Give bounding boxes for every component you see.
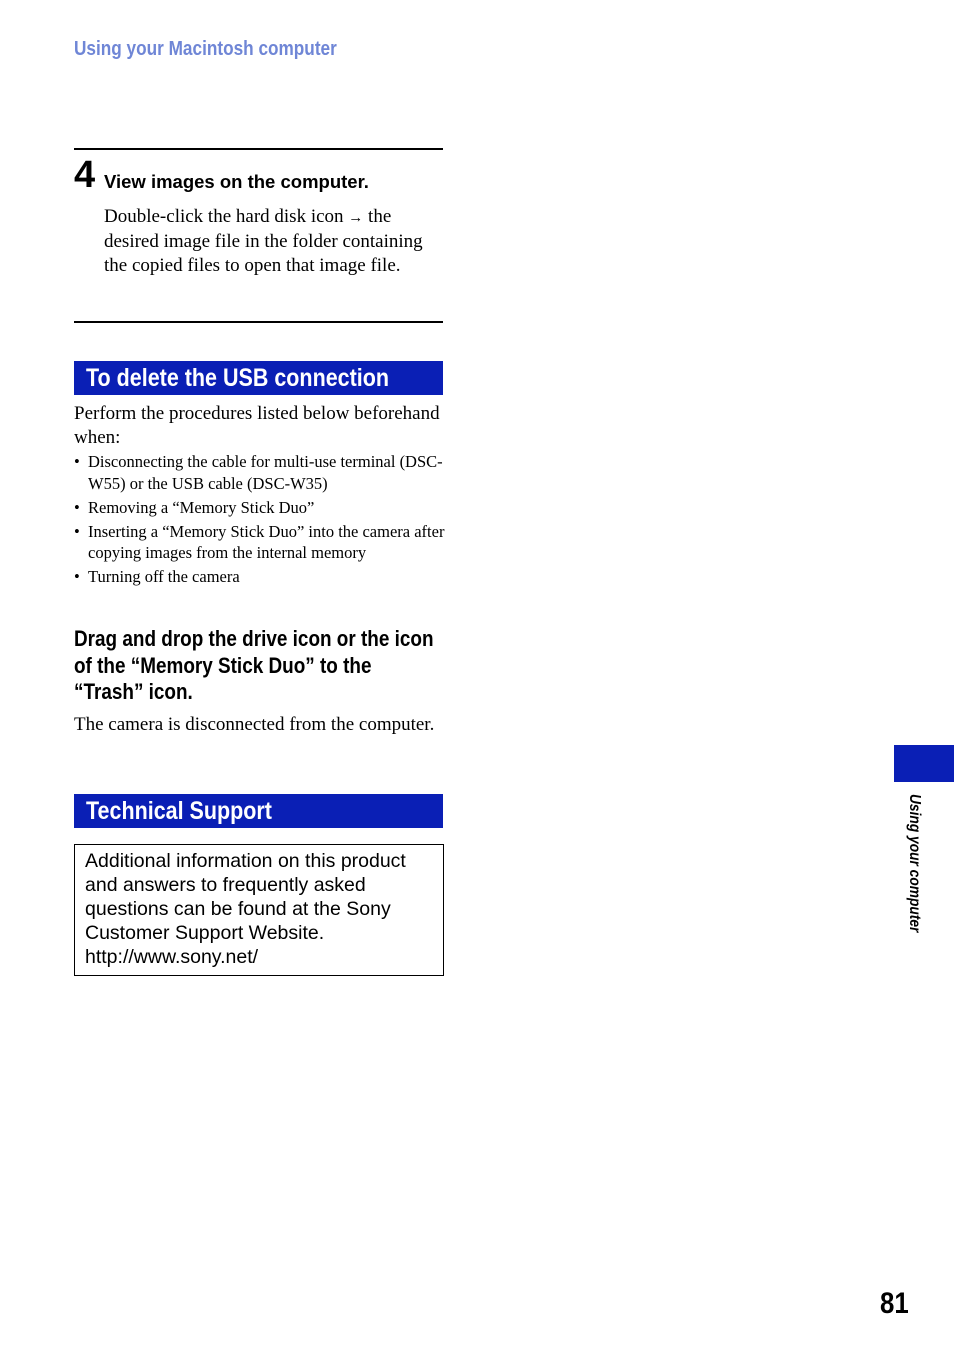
- step-body: [104, 205, 440, 278]
- drag-drop-instruction: Drag and drop the drive icon or the icon of the “Memory Stick Duo” to the “Trash” icon.: [74, 626, 434, 704]
- list-item: • Inserting a “Memory Stick Duo” into the camera after copying images from the internal memory: [74, 521, 446, 564]
- step-body-text-1: Double-click the hard disk icon: [104, 206, 349, 227]
- step-body-text-2: the desired image file in the folder containing the copied files to open that image file.: [104, 206, 423, 276]
- list-item: • Removing a “Memory Stick Duo”: [74, 497, 446, 519]
- page-number: 81: [880, 1287, 909, 1320]
- section-heading-technical-support: [74, 794, 443, 828]
- delete-usb-intro: Perform the procedures listed below beforehand when:: [74, 403, 440, 448]
- step-top-rule: [74, 148, 443, 150]
- section-heading-delete-usb: [74, 361, 443, 395]
- chapter-side-label-text: Using your computer: [906, 794, 923, 933]
- running-header: Using your Macintosh computer: [74, 38, 337, 60]
- support-url-link[interactable]: http://www.sony.net/: [85, 946, 259, 968]
- disconnect-result: The camera is disconnected from the computer.: [74, 714, 435, 735]
- support-info-box: [74, 844, 444, 976]
- support-info-body: Additional information on this product and answers to frequently asked questions can be found at the Sony Customer Support Website.: [85, 850, 406, 944]
- list-item: • Disconnecting the cable for multi-use terminal (DSC-W55) or the USB cable (DSC-W35): [74, 451, 446, 494]
- chapter-side-label: [904, 794, 924, 969]
- chapter-tab-marker: [894, 745, 954, 782]
- delete-usb-bullet-list: [74, 451, 446, 590]
- list-item: • Turning off the camera: [74, 566, 446, 588]
- step-number: 4: [74, 154, 96, 196]
- section-heading-technical-support-label: Technical Support: [86, 797, 272, 825]
- step-bottom-rule: [74, 321, 443, 323]
- right-arrow-icon: →: [348, 210, 364, 226]
- support-info-text: [85, 849, 437, 969]
- step-title: View images on the computer.: [104, 171, 369, 192]
- section-heading-delete-usb-label: To delete the USB connection: [86, 364, 390, 392]
